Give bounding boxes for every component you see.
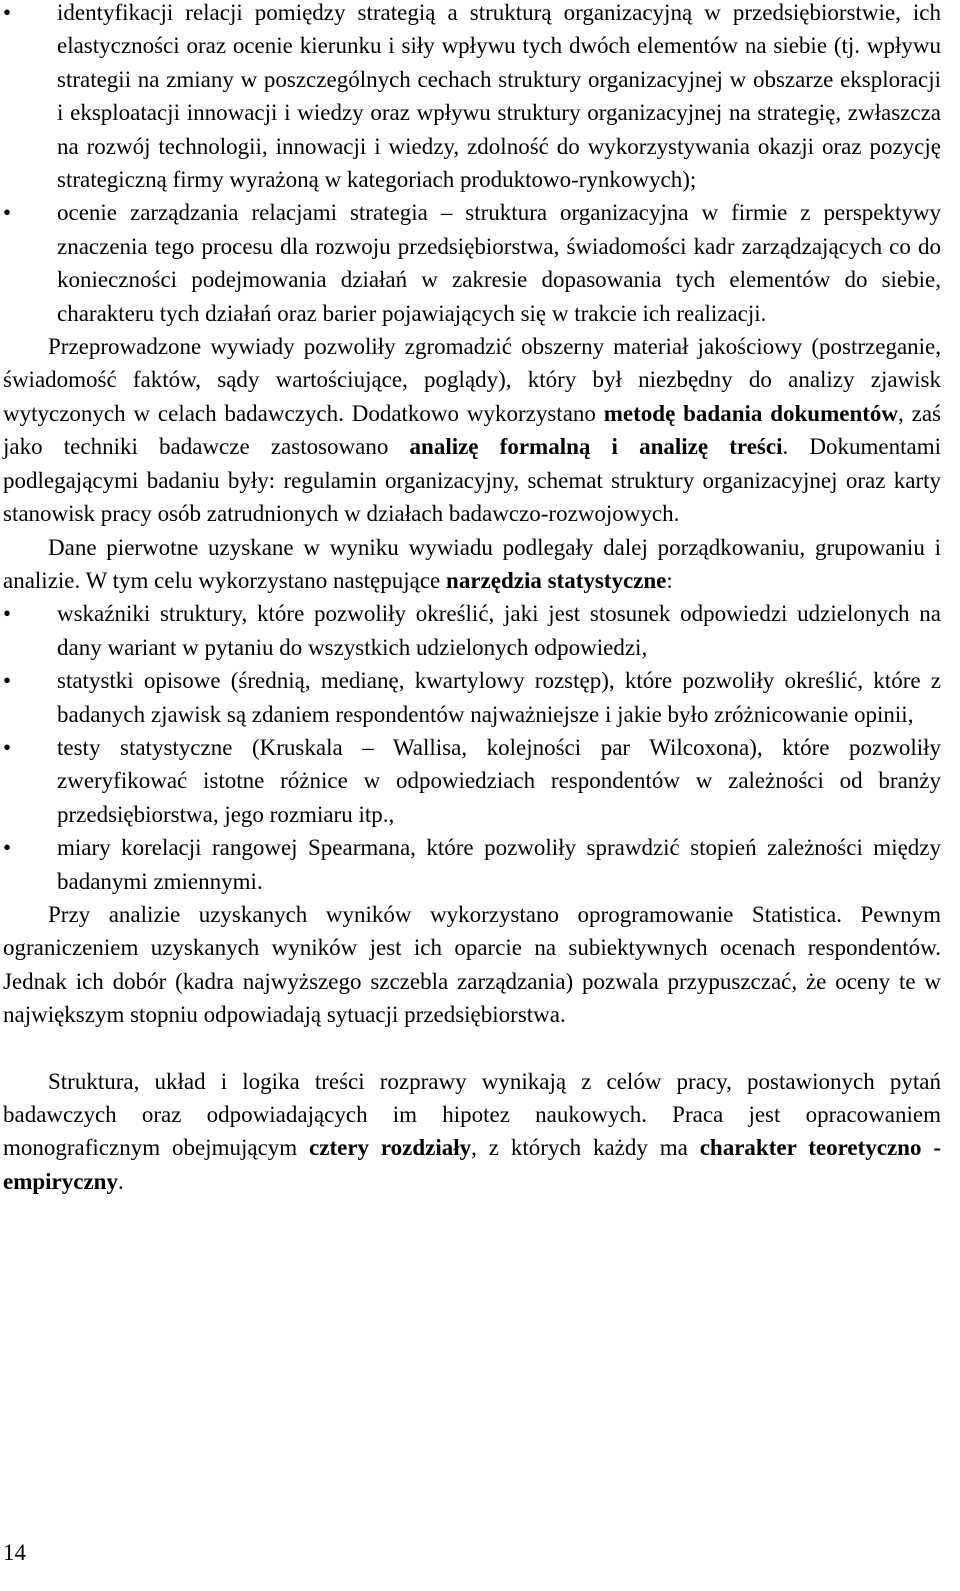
paragraph-statistical-tools — [3, 531, 941, 598]
page-number: 14 — [3, 1540, 26, 1565]
paragraph-text: , z których każdy ma — [471, 1135, 700, 1161]
bullet-list-tools — [3, 597, 941, 898]
list-item: • miary korelacji rangowej Spearmana, które pozwoliły sprawdzić stopień zależności między badanymi zmiennymi. — [3, 831, 941, 898]
paragraph-text: : — [666, 567, 673, 593]
list-item: • statystki opisowe (średnią, medianę, kwartylowy rozstęp), które pozwoliły określić, które z badanych zjawisk są zdaniem respondentów najważniejsze i jakie było zróżnicowanie opinii, — [3, 664, 941, 731]
list-item: • wskaźniki struktury, które pozwoliły określić, jaki jest stosunek odpowiedzi udzielonych na dany wariant w pytaniu do wszystkich udzielonych odpowiedzi, — [3, 597, 941, 664]
paragraph-text: . Dokumentami podlegającymi badaniu były: regulamin organizacyjny, schemat struktury organizacyjnej oraz karty stanowisk pracy osób zatrudnionych w działach badawczo-rozwojowych. — [3, 434, 941, 527]
paragraph-text: Struktura, układ i logika treści rozprawy wynikają z celów pracy, postawionych pytań badawczych oraz odpowiadających im hipotez naukowych. Praca jest opracowaniem monograficznym obejmującym — [3, 1068, 941, 1161]
paragraph-text: Dane pierwotne uzyskane w wyniku wywiadu podlegały dalej porządkowaniu, grupowaniu i analizie. W tym celu wykorzystano następujące — [3, 534, 941, 593]
list-item: • testy statystyczne (Kruskala – Wallisa, kolejności par Wilcoxona), które pozwoliły zweryfikować istotne różnice w odpowiedziach respondentów w zależności od branży przedsiębiorstwa, jego rozmiaru itp., — [3, 731, 941, 831]
paragraph-software: Przy analizie uzyskanych wyników wykorzystano oprogramowanie Statistica. Pewnym ograniczeniem uzyskanych wyników jest ich oparcie na subiektywnych ocenach respondentów. Jednak ich dobór (kadra najwyższego szczebla zarządzania) pozwala przypuszczać, że oceny te w największym stopniu odpowiadają sytuacji przedsiębiorstwa. — [3, 901, 941, 1028]
list-item: • ocenie zarządzania relacjami strategia – struktura organizacyjna w firmie z perspektywy znaczenia tego procesu dla rozwoju przedsiębiorstwa, świadomości kadr zarządzających co do konieczności podejmowania działań w zakresie dopasowania tych elementów do siebie, charakteru tych działań oraz barier pojawiających się w trakcie ich realizacji. — [3, 196, 941, 330]
page-body — [3, 0, 941, 1198]
paragraph-interviews — [3, 330, 941, 530]
bold-term: metodę badania dokumentów — [603, 400, 899, 426]
bold-term: analizę formalną i analizę treści — [409, 434, 783, 460]
paragraph-text: , zaś jako techniki badawcze zastosowano — [3, 400, 941, 460]
bold-term: narzędzia statystyczne — [446, 567, 667, 593]
list-item: • identyfikacji relacji pomiędzy strategią a strukturą organizacyjną w przedsiębiorstwie, ich elastyczności oraz ocenie kierunku i siły wpływu tych dwóch elementów na siebie (tj. wpływu strategii na zmiany w poszczególnych cechach struktury organizacyjnej w obszarze eksploracji i eksploatacji innowacji i wiedzy oraz wpływu struktury organizacyjnej na strategię, zwłaszcza na rozwój technologii, innowacji i wiedzy, zdolność do wykorzystywania okazji oraz pozycję strategiczną firmy wyrażoną w kategoriach produktowo-rynkowych); — [3, 0, 941, 196]
paragraph-structure — [3, 1065, 941, 1199]
bullet-list-research-areas — [3, 0, 941, 330]
paragraph-text: Przeprowadzone wywiady pozwoliły zgromadzić obszerny materiał jakościowy (postrzeganie, świadomość faktów, sądy wartościujące, poglądy), który był niezbędny do analizy zjawisk wytyczonych w celach badawczych. Dodatkowo wykorzystano — [3, 334, 941, 426]
paragraph-text: . — [117, 1168, 124, 1194]
bold-term: charakter teoretyczno - empiryczny — [3, 1135, 941, 1194]
bold-term: cztery rozdziały — [309, 1135, 472, 1161]
